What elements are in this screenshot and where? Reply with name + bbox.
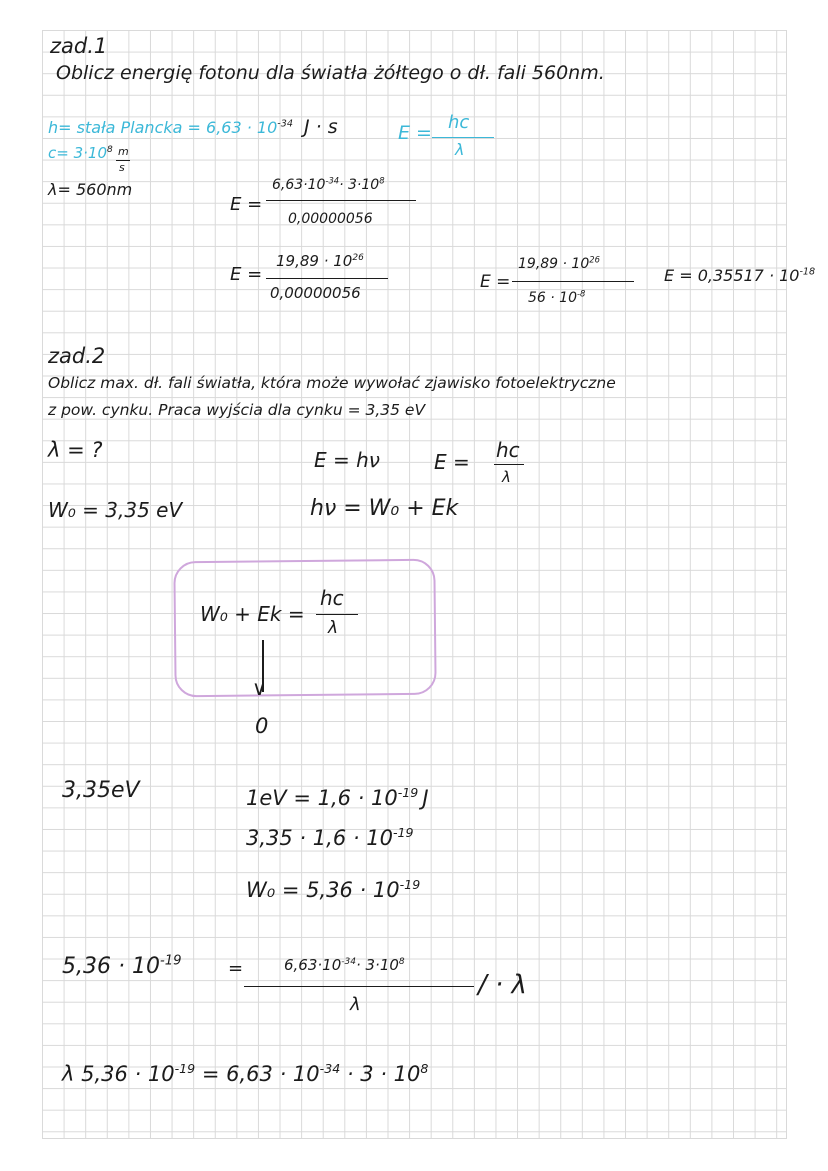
arrow-head: ∨ (252, 676, 267, 700)
task2-title: zad.2 (48, 344, 106, 368)
box-denominator: λ (328, 618, 339, 638)
eq5-multiply-lambda: / · λ (478, 970, 527, 1000)
eq-h-nu-energy-balance: hν = W₀ + Ek (310, 496, 459, 521)
e2-denominator: 0,00000056 (270, 284, 361, 302)
eq-e-numerator: hc (496, 438, 520, 462)
e3-denominator: $56 \cdot 10^{-8}$ (528, 288, 586, 306)
e2-lhs: E = (230, 264, 263, 285)
e3-fraction-bar (512, 281, 634, 282)
conversion-product: $3,35 \cdot 1,6 \cdot 10^{-19}$ (246, 825, 414, 850)
task1-result: $E = 0,35517 \cdot 10^{-18}$ (664, 266, 816, 285)
box-lhs: W₀ + Ek = (200, 602, 305, 626)
task2-prompt-line2: z pow. cynku. Praca wyjścia dla cynku = 3,35 eV (48, 401, 426, 419)
work-function-joules: $W_0 = 5,36 \cdot 10^{-19}$ (246, 877, 421, 902)
task1-title: zad.1 (50, 34, 108, 58)
formula-e-denominator: λ (455, 140, 465, 159)
eq5-numerator: $6,63\cdot 10^{-34}\cdot 3\cdot 10^8$ (284, 956, 405, 974)
eq-e-lhs: E = (434, 450, 470, 474)
formula-e-numerator: hc (448, 112, 470, 133)
e1-lhs: E = (230, 194, 263, 215)
c-unit-denominator: s (119, 161, 125, 174)
e1-denominator: 0,00000056 (288, 211, 373, 227)
lambda-unknown: λ = ? (48, 438, 103, 462)
box-zero: 0 (255, 714, 269, 738)
box-numerator: hc (320, 586, 344, 610)
e3-lhs: E = (480, 272, 511, 292)
e1-fraction-bar (266, 200, 416, 201)
value-ev: 3,35eV (62, 778, 140, 803)
formula-e-lhs: E = (398, 122, 432, 144)
e1-numerator: $6,63\cdot 10^{-34}\cdot 3\cdot 10^8$ (272, 175, 385, 193)
wavelength-definition: λ= 560nm (48, 180, 133, 199)
task1-prompt: Oblicz energię fotonu dla światła żółtego o dł. fali 560nm. (56, 62, 605, 84)
formula-e-fraction-bar (432, 137, 494, 138)
final-equation: λ $5,36 \cdot 10^{-19} = 6,63 \cdot 10^{-34} \cdot 3 \cdot 10^8$ (62, 1061, 429, 1086)
eq-e-denominator: λ (502, 468, 511, 486)
eq5-fraction-bar (244, 986, 474, 987)
highlighted-equation-box (173, 559, 436, 698)
e3-numerator: $19,89 \cdot 10^{26}$ (518, 254, 600, 272)
task2-prompt-line1: Oblicz max. dł. fali światła, która może wywołać zjawisko fotoelektryczne (48, 374, 616, 392)
e2-fraction-bar (266, 278, 388, 279)
speed-of-light-definition: $c= 3\cdot 10^8$ (48, 144, 113, 162)
eq5-equals: = (228, 958, 244, 979)
eq-e-h-nu: E = hν (314, 448, 380, 472)
box-fraction-bar (316, 614, 358, 615)
eq5-denominator: λ (350, 994, 361, 1015)
eq-e-fraction-bar (494, 464, 524, 465)
conversion-1ev: $1eV = 1,6 \cdot 10^{-19}$ J (246, 785, 429, 810)
eq5-lhs: $5,36 \cdot 10^{-19}$ (62, 953, 182, 979)
work-function-definition: W₀ = 3,35 eV (48, 498, 183, 522)
e2-numerator: $19,89 \cdot 10^{26}$ (276, 252, 364, 270)
c-unit-numerator: m (118, 145, 129, 158)
planck-definition: h= stała Plancka = $6,63 \cdot 10^{-34}$ J · s (48, 116, 338, 138)
